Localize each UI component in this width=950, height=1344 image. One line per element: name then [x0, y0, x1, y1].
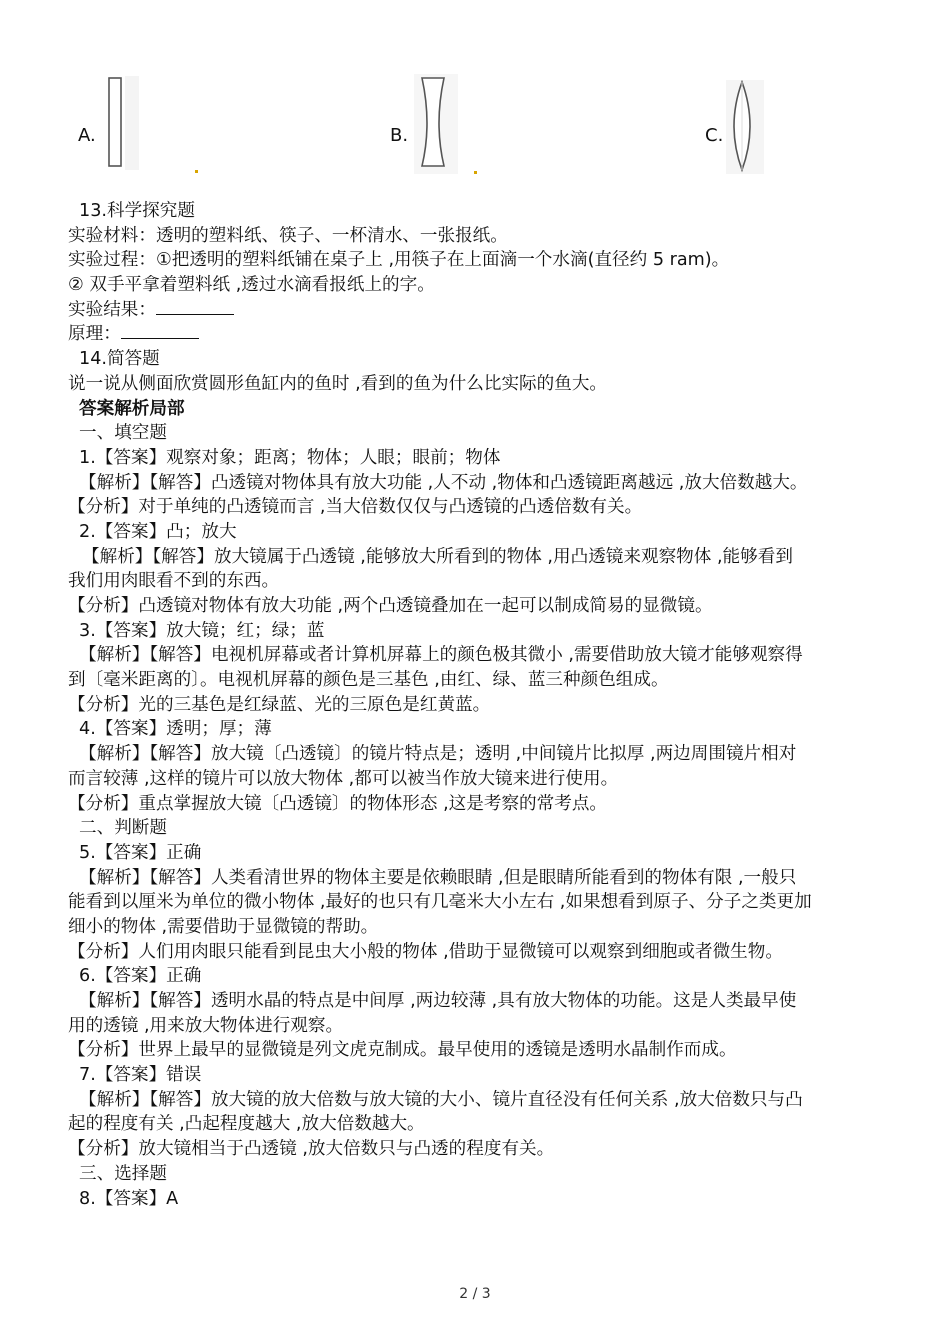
text-line [68, 322, 888, 347]
option-c-label: C. [705, 125, 724, 146]
text-line [68, 767, 888, 792]
line-text: 答案解析局部 [79, 398, 185, 419]
line-text: 用的透镜 ,用来放大物体进行观察。 [68, 1015, 344, 1036]
text-line [68, 1137, 888, 1162]
line-text: 实验过程：①把透明的塑料纸铺在桌子上 ,用筷子在上面滴一个水滴(直径约 5 ram)。 [68, 250, 730, 271]
line-text: 到〔毫米距离的〕。电视机屏幕的颜色是三基色 ,由红、绿、蓝三种颜色组成。 [68, 670, 669, 691]
text-line [68, 224, 888, 249]
line-text: 2.【答案】凸；放大 [79, 521, 237, 542]
text-line [68, 619, 888, 644]
text-line [68, 545, 888, 570]
text-line [68, 273, 888, 298]
line-text: 【解析】【解答】凸透镜对物体具有放大功能 ,人不动 ,物体和凸透镜距离越远 ,放大倍数越大。 [79, 472, 808, 493]
line-text: 【解析】【解答】电视机屏幕或者计算机屏幕上的颜色极其微小 ,需要借助放大镜才能够观察得 [79, 645, 803, 666]
line-text: ② 双手平拿着塑料纸 ,透过水滴看报纸上的字。 [68, 275, 435, 296]
flat-lens-icon [105, 76, 141, 172]
line-text: 【解析】【解答】放大镜〔凸透镜〕的镜片特点是；透明 ,中间镜片比拟厚 ,两边周围镜片相对 [79, 744, 797, 765]
text-line [68, 471, 888, 496]
text-line [68, 569, 888, 594]
text-line [68, 495, 888, 520]
text-line [68, 520, 888, 545]
answer-blank[interactable] [121, 322, 199, 339]
decorative-dot [474, 171, 477, 174]
text-line [68, 693, 888, 718]
line-text: 二、判断题 [79, 818, 167, 839]
text-line [68, 866, 888, 891]
line-text: 实验结果： [68, 299, 156, 320]
line-text: 8.【答案】A [79, 1188, 179, 1209]
text-line [68, 742, 888, 767]
line-text: 6.【答案】正确 [79, 966, 202, 987]
line-text: 说一说从侧面欣赏圆形鱼缸内的鱼时 ,看到的鱼为什么比实际的鱼大。 [68, 373, 608, 394]
option-b-label: B. [390, 125, 409, 146]
text-line [68, 668, 888, 693]
line-text: 【解析】【解答】放大镜的放大倍数与放大镜的大小、镜片直径没有任何关系 ,放大倍数只与凸 [79, 1089, 803, 1110]
line-text: 能看到以厘米为单位的微小物体 ,最好的也只有几毫米大小左右 ,如果想看到原子、分子之类更加 [68, 892, 812, 913]
line-text: 【分析】放大镜相当于凸透镜 ,放大倍数只与凸透的程度有关。 [68, 1139, 555, 1160]
text-line [68, 421, 888, 446]
text-line [68, 397, 888, 422]
line-text: 而言较薄 ,这样的镜片可以放大物体 ,都可以被当作放大镜来进行使用。 [68, 768, 619, 789]
text-line [68, 1088, 888, 1113]
line-text: 原理： [68, 324, 121, 345]
line-text: 【分析】对于单纯的凸透镜而言 ,当大倍数仅仅与凸透镜的凸透倍数有关。 [68, 497, 643, 518]
text-line [68, 1187, 888, 1212]
document-body [68, 199, 888, 1211]
text-line [68, 1038, 888, 1063]
text-line [68, 1162, 888, 1187]
line-text: 13.科学探究题 [79, 201, 195, 221]
line-text: 实验材料：透明的塑料纸、筷子、一杯清水、一张报纸。 [68, 225, 508, 246]
text-line [68, 717, 888, 742]
text-line [68, 347, 888, 372]
line-text: 三、选择题 [79, 1163, 167, 1184]
text-line [68, 643, 888, 668]
line-text: 起的程度有关 ,凸起程度越大 ,放大倍数越大。 [68, 1114, 425, 1135]
text-line [68, 1112, 888, 1137]
convex-lens-icon [726, 80, 764, 174]
line-text: 一、填空题 [79, 423, 167, 444]
line-text: 【解析】【解答】人类看清世界的物体主要是依赖眼睛 ,但是眼睛所能看到的物体有限 ,一般只 [79, 867, 797, 888]
text-line [68, 792, 888, 817]
text-line [68, 298, 888, 323]
line-text: 【分析】世界上最早的显微镜是列文虎克制成。最早使用的透镜是透明水晶制作而成。 [68, 1040, 737, 1061]
text-line [68, 964, 888, 989]
line-text: 【解析】【解答】放大镜属于凸透镜 ,能够放大所看到的物体 ,用凸透镜来观察物体 ,能够看到 [82, 546, 793, 567]
decorative-dot [195, 170, 198, 173]
text-line [68, 446, 888, 471]
line-text: 1.【答案】观察对象；距离；物体；人眼；眼前；物体 [79, 447, 501, 468]
line-text: 14.简答题 [79, 349, 160, 370]
line-text: 【分析】人们用肉眼只能看到昆虫大小般的物体 ,借助于显微镜可以观察到细胞或者微生物。 [68, 941, 783, 962]
line-text: 【分析】重点掌握放大镜〔凸透镜〕的物体形态 ,这是考察的常考点。 [68, 793, 608, 814]
line-text: 【解析】【解答】透明水晶的特点是中间厚 ,两边较薄 ,具有放大物体的功能。这是人类最早使 [79, 991, 797, 1011]
line-text: 细小的物体 ,需要借助于显微镜的帮助。 [68, 916, 379, 937]
line-text: 3.【答案】放大镜；红；绿；蓝 [79, 620, 325, 641]
line-text: 我们用肉眼看不到的东西。 [68, 571, 280, 592]
text-line [68, 841, 888, 866]
text-line [68, 372, 888, 397]
text-line [68, 816, 888, 841]
line-text: 【分析】凸透镜对物体有放大功能 ,两个凸透镜叠加在一起可以制成简易的显微镜。 [68, 596, 713, 616]
answer-blank[interactable] [156, 298, 234, 315]
line-text: 【分析】光的三基色是红绿蓝、光的三原色是红黄蓝。 [68, 694, 491, 715]
concave-lens-icon [414, 74, 458, 174]
option-a-label: A. [78, 125, 96, 146]
line-text: 5.【答案】正确 [79, 842, 202, 863]
text-line [68, 1014, 888, 1039]
text-line [68, 940, 888, 965]
text-line [68, 248, 888, 273]
text-line [68, 915, 888, 940]
text-line [68, 989, 888, 1014]
text-line [68, 594, 888, 619]
text-line [68, 890, 888, 915]
text-line [68, 1063, 888, 1088]
line-text: 4.【答案】透明；厚；薄 [79, 719, 272, 740]
line-text: 7.【答案】错误 [79, 1065, 202, 1086]
page-number: 2 / 3 [459, 1286, 491, 1302]
text-line [68, 199, 888, 224]
